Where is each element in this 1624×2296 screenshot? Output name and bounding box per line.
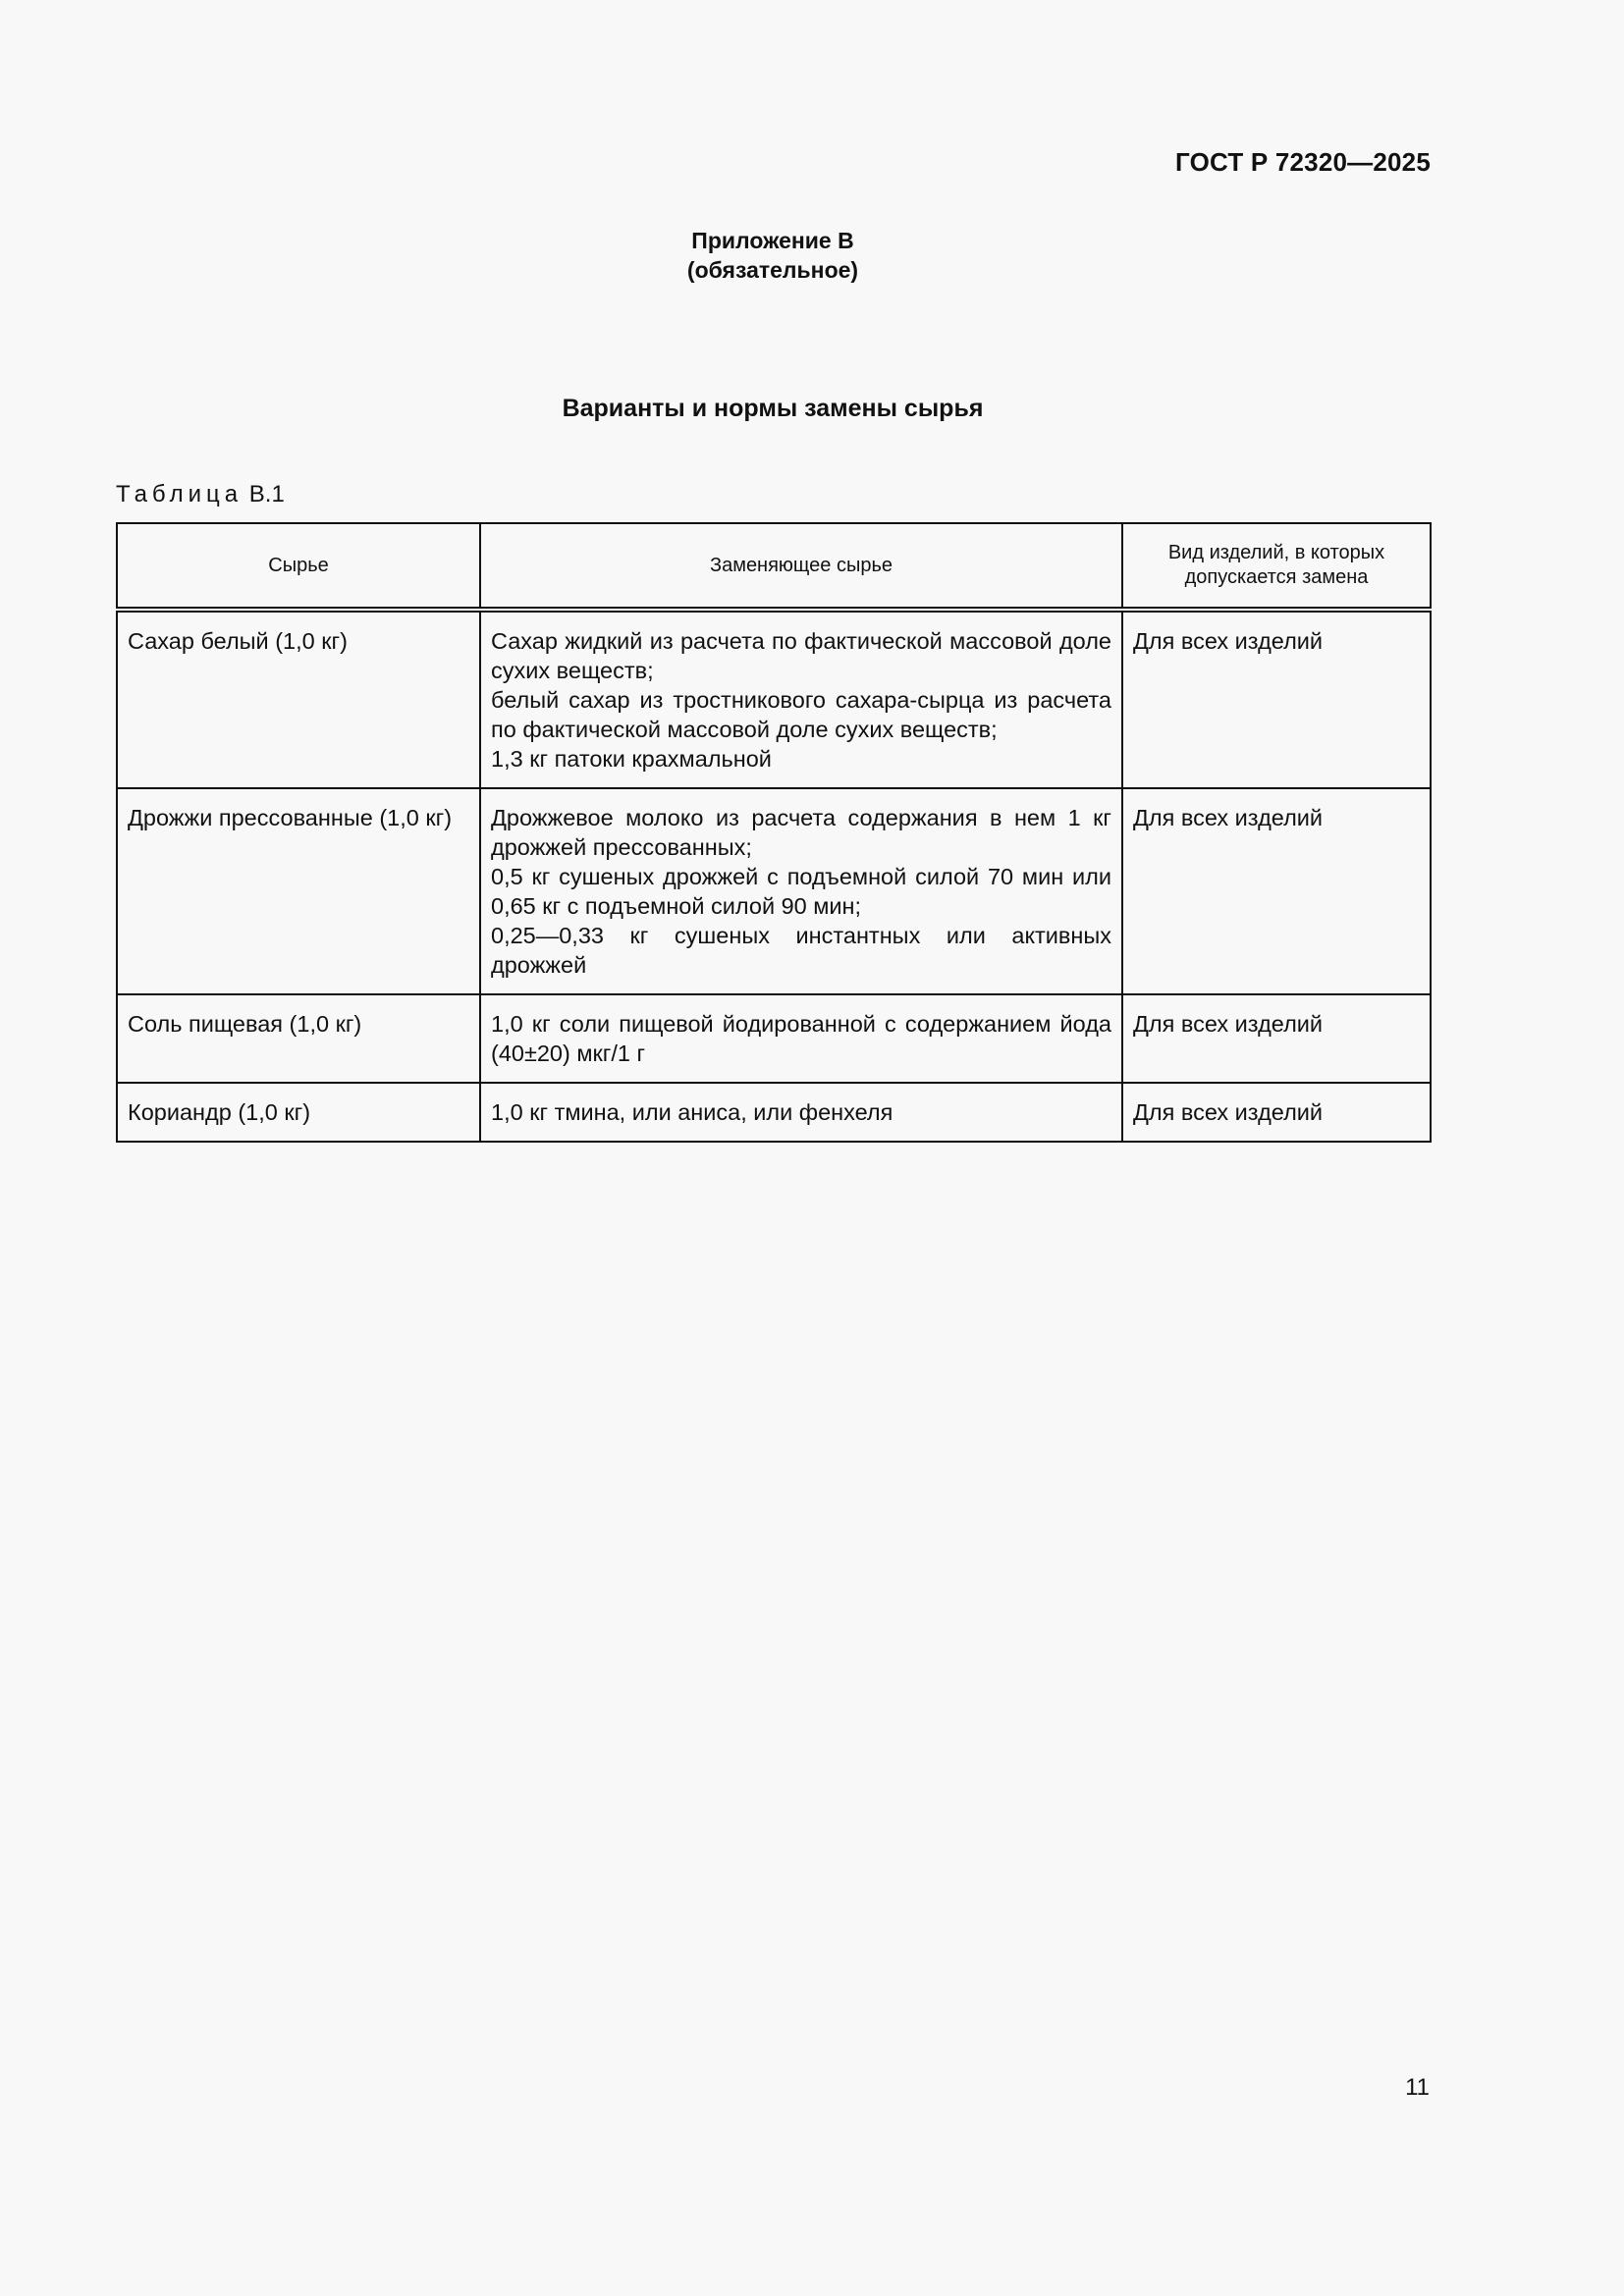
column-header-substitute: Заменяющее сырье — [480, 523, 1122, 610]
substitute-item: Дрожжевое молоко из расчета содержания в нем 1 кг дрожжей прессованных; — [491, 805, 1111, 860]
table-row — [117, 788, 1431, 994]
table-row — [117, 994, 1431, 1083]
appendix-title: Приложение В — [691, 228, 854, 253]
cell-raw: Кориандр (1,0 кг) — [117, 1083, 480, 1142]
table-row — [117, 610, 1431, 788]
substitute-item: 1,3 кг патоки крахмальной — [491, 746, 772, 772]
page-number: 11 — [1405, 2074, 1430, 2101]
column-header-raw: Сырье — [117, 523, 480, 610]
appendix-heading — [0, 226, 1545, 285]
substitution-table — [116, 522, 1432, 1143]
cell-substitutes — [480, 1083, 1122, 1142]
substitute-item: 1,0 кг соли пищевой йодированной с содержанием йода (40±20) мкг/1 г — [491, 1011, 1111, 1066]
table-label — [116, 481, 285, 508]
appendix-status: (обязательное) — [686, 257, 859, 283]
cell-raw: Сахар белый (1,0 кг) — [117, 610, 480, 788]
substitution-table-container — [116, 522, 1430, 1143]
table-label-word: Таблица — [116, 481, 244, 507]
substitute-item: белый сахар из тростникового сахара-сырца из расчета по фактической массовой доле сухих веществ; — [491, 687, 1111, 742]
cell-raw: Соль пищевая (1,0 кг) — [117, 994, 480, 1083]
cell-substitutes — [480, 788, 1122, 994]
table-row — [117, 1083, 1431, 1142]
cell-substitutes — [480, 994, 1122, 1083]
substitute-item: 1,0 кг тмина, или аниса, или фенхеля — [491, 1099, 893, 1125]
cell-substitutes — [480, 610, 1122, 788]
cell-raw: Дрожжи прессованные (1,0 кг) — [117, 788, 480, 994]
cell-products: Для всех изделий — [1122, 610, 1431, 788]
substitute-item: 0,25—0,33 кг сушеных инстантных или активных дрожжей — [491, 923, 1111, 978]
document-code: ГОСТ Р 72320—2025 — [1175, 147, 1431, 177]
section-title: Варианты и нормы замены сырья — [562, 395, 984, 422]
substitute-item: 0,5 кг сушеных дрожжей с подъемной силой 70 мин или 0,65 кг с подъемной силой 90 мин; — [491, 864, 1111, 919]
cell-products: Для всех изделий — [1122, 1083, 1431, 1142]
cell-products: Для всех изделий — [1122, 994, 1431, 1083]
column-header-products: Вид изделий, в которых допускается замена — [1122, 523, 1431, 610]
table-header-row — [117, 523, 1431, 610]
substitute-item: Сахар жидкий из расчета по фактической массовой доле сухих веществ; — [491, 628, 1111, 683]
cell-products: Для всех изделий — [1122, 788, 1431, 994]
table-label-number: В.1 — [248, 481, 285, 507]
